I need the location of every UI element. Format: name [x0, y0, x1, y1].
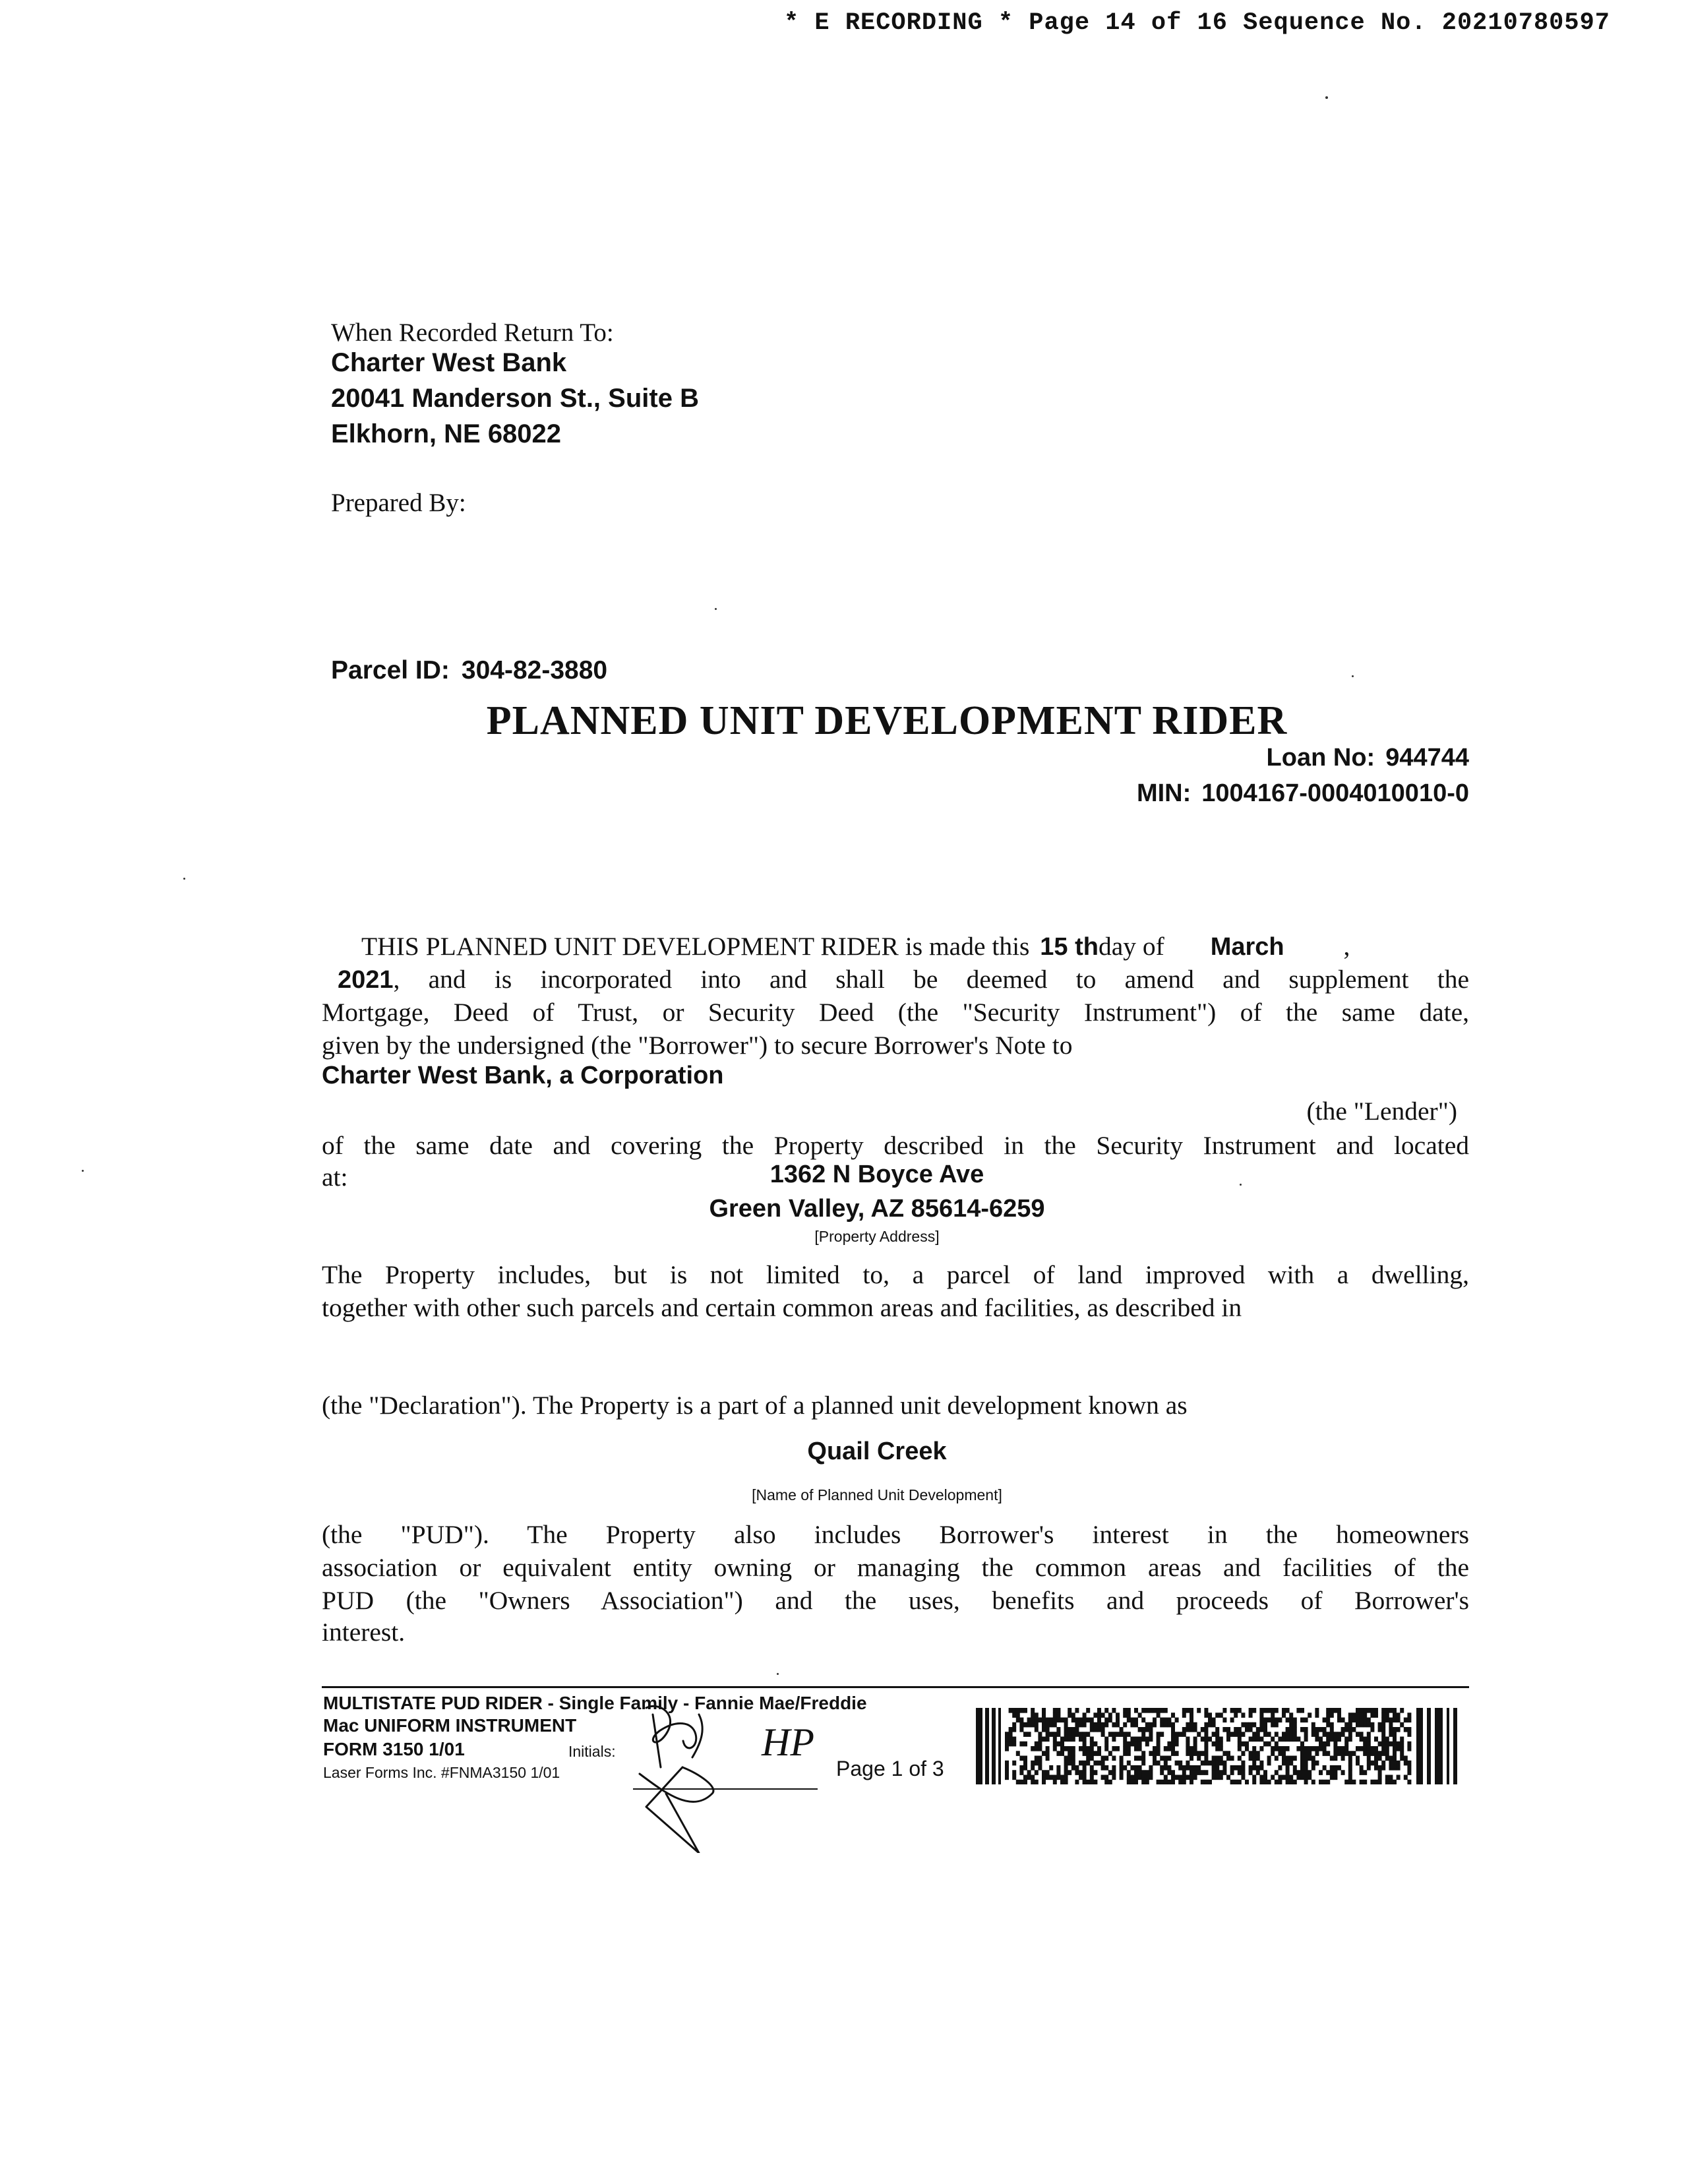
- scan-speck: [777, 1673, 779, 1675]
- intro-start: THIS PLANNED UNIT DEVELOPMENT RIDER is made this: [361, 932, 1030, 961]
- lender-name: Charter West Bank, a Corporation: [322, 1062, 724, 1089]
- pud-line-4: interest.: [322, 1618, 406, 1647]
- loan-number-label: Loan No:: [1266, 744, 1375, 772]
- parcel-id-label: Parcel ID:: [331, 656, 450, 684]
- document-title: [0, 698, 1688, 744]
- parcel-id: [331, 656, 607, 685]
- min-number: [1137, 779, 1469, 808]
- scan-speck: [715, 608, 717, 610]
- loan-number-value: 944744: [1385, 744, 1469, 772]
- return-to-city: Elkhorn, NE 68022: [331, 419, 562, 448]
- prepared-by-label: Prepared By:: [331, 489, 466, 517]
- declaration-line: (the "Declaration"). The Property is a part of a planned unit development known as: [322, 1391, 1188, 1420]
- footer-form-title: MULTISTATE PUD RIDER - Single Family - Fannie Mae/Freddie: [323, 1693, 867, 1713]
- loan-number: [1267, 744, 1469, 772]
- property-line-1: The Property includes, but is not limited to, a parcel of land improved with a dwelling,: [322, 1260, 1469, 1289]
- scan-speck: [82, 1170, 84, 1172]
- month-comma: ,: [1343, 932, 1350, 961]
- property-line-2: together with other such parcels and certain common areas and facilities, as described in: [322, 1293, 1242, 1322]
- lender-suffix: (the "Lender"): [1306, 1097, 1457, 1126]
- intro-line-6: of the same date and covering the Property described in the Security Instrument and located: [322, 1131, 1469, 1160]
- scan-speck: [1325, 96, 1328, 99]
- at-label: at:: [322, 1163, 348, 1192]
- initials-handwritten: HP: [762, 1720, 814, 1764]
- footer-divider: [322, 1686, 1469, 1688]
- pud-name-caption: [Name of Planned Unit Development]: [752, 1486, 1002, 1503]
- min-label: MIN:: [1136, 779, 1191, 807]
- signature-icon: [620, 1695, 837, 1853]
- footer-form-subtitle: Mac UNIFORM INSTRUMENT: [323, 1715, 577, 1736]
- day-of-text: day of: [1099, 932, 1164, 961]
- document-title-text: PLANNED UNIT DEVELOPMENT RIDER: [486, 698, 1288, 743]
- footer-form-number: FORM 3150 1/01: [323, 1739, 465, 1759]
- intro-line-4: given by the undersigned (the "Borrower") to secure Borrower's Note to: [322, 1031, 1073, 1060]
- intro-line-1: [361, 930, 1469, 963]
- pud-line-2: association or equivalent entity owning or managing the common areas and facilities of the: [322, 1553, 1469, 1582]
- rider-month: March: [1210, 933, 1284, 961]
- scan-speck: [183, 878, 185, 880]
- return-to-street: 20041 Manderson St., Suite B: [331, 384, 699, 413]
- intro-line-3: Mortgage, Deed of Trust, or Security Deed (the "Security Instrument") of the same date,: [322, 998, 1469, 1027]
- rider-day: 15 th: [1040, 933, 1099, 961]
- rider-year: 2021: [338, 966, 394, 994]
- footer-page-number: Page 1 of 3: [836, 1757, 944, 1780]
- pud-line-1: (the "PUD"). The Property also includes Borrower's interest in the homeowners: [322, 1520, 1469, 1549]
- pud-name: Quail Creek: [807, 1438, 947, 1465]
- parcel-id-value: 304-82-3880: [461, 656, 608, 684]
- intro-line-2: [322, 963, 1469, 996]
- scan-speck: [1240, 1184, 1242, 1186]
- property-address-line-1: 1362 N Boyce Ave: [769, 1161, 984, 1188]
- return-to-label: When Recorded Return To:: [331, 318, 614, 347]
- intro-line-2-text: , and is incorporated into and shall be deemed to amend and supplement the: [393, 965, 1469, 994]
- pud-line-3: PUD (the "Owners Association") and the uses, benefits and proceeds of Borrower's: [322, 1586, 1469, 1615]
- return-to-name: Charter West Bank: [331, 348, 567, 377]
- min-value: 1004167-0004010010-0: [1201, 779, 1469, 807]
- scan-speck: [1352, 675, 1354, 677]
- footer-laser-forms: Laser Forms Inc. #FNMA3150 1/01: [323, 1764, 560, 1781]
- property-address-caption: [Property Address]: [814, 1228, 940, 1245]
- property-address-line-2: Green Valley, AZ 85614-6259: [709, 1195, 1045, 1223]
- barcode-icon: [976, 1708, 1457, 1784]
- initials-label: Initials:: [568, 1743, 616, 1760]
- recording-header: * E RECORDING * Page 14 of 16 Sequence No. 20210780597: [784, 9, 1610, 37]
